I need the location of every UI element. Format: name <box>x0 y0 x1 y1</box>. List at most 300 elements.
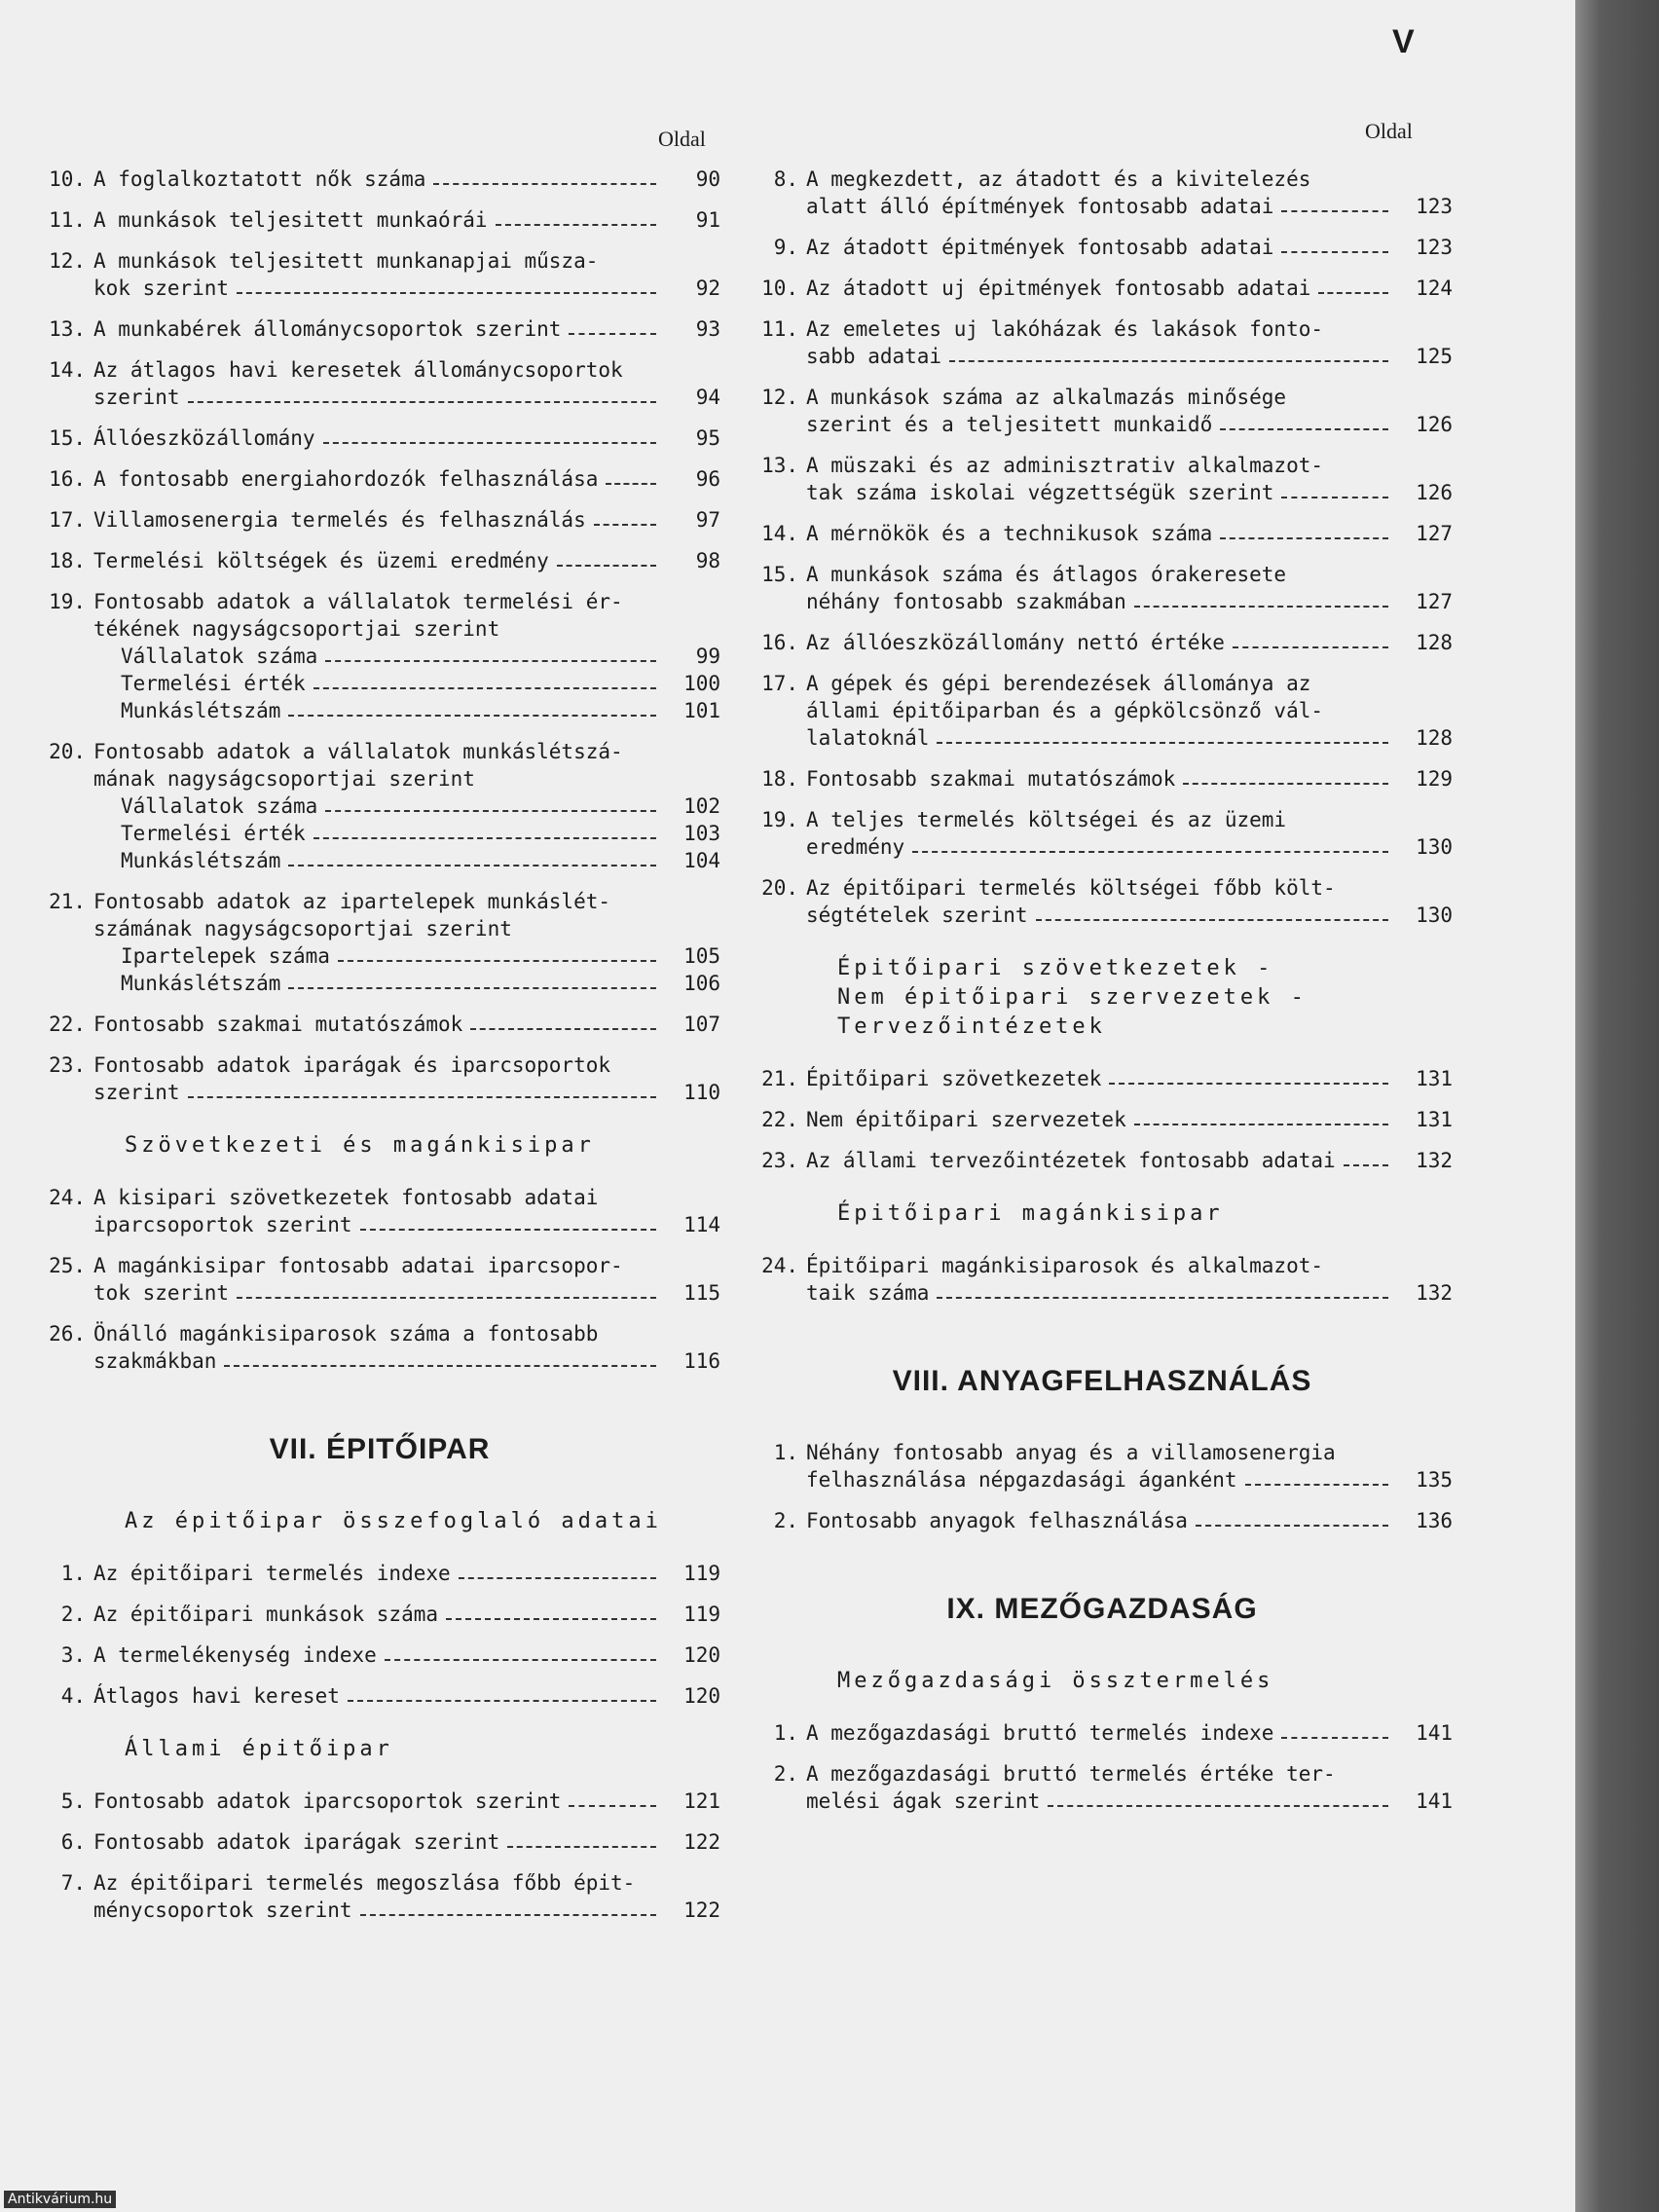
entry-title: számának nagyságcsoportjai szerint <box>93 917 512 940</box>
entry-line <box>806 561 1453 588</box>
toc-entry <box>752 384 1453 438</box>
entry-number: 12. <box>49 249 86 273</box>
entry-line <box>806 384 1453 411</box>
entry-title: Fontosabb adatok iparcsoportok szerint <box>93 1789 562 1813</box>
toc-entry <box>752 520 1453 547</box>
entry-line <box>806 1065 1453 1092</box>
toc-entry <box>39 1641 720 1669</box>
entry-line <box>806 1439 1453 1466</box>
dot-leader <box>569 333 656 335</box>
entry-line <box>93 738 720 765</box>
entry-number: 1. <box>773 1441 798 1464</box>
entry-body <box>93 1011 720 1038</box>
entry-number: 9. <box>773 236 798 259</box>
entry-body <box>93 166 720 193</box>
entry-line <box>93 1079 720 1106</box>
entry-number: 26. <box>49 1322 86 1346</box>
toc-entry <box>39 1869 720 1924</box>
entry-number: 16. <box>49 467 86 491</box>
toc-entry <box>39 1560 720 1587</box>
entry-number: 21. <box>761 1067 798 1090</box>
entry-title: tékének nagyságcsoportjai szerint <box>93 617 500 641</box>
chapter-heading: VII. ÉPITŐIPAR <box>269 1433 491 1465</box>
entry-body <box>93 1560 720 1587</box>
entry-number: 14. <box>49 358 86 382</box>
entry-title: A foglalkoztatott nők száma <box>93 167 426 191</box>
entry-line <box>93 424 720 452</box>
entry-line <box>93 615 720 643</box>
entry-body <box>93 315 720 343</box>
page-ref: 123 <box>1416 195 1453 218</box>
page-ref: 127 <box>1416 522 1453 545</box>
entry-body <box>806 670 1453 752</box>
dot-leader <box>313 837 656 839</box>
page-ref: 105 <box>683 944 720 968</box>
entry-title: mának nagyságcsoportjai szerint <box>93 767 475 791</box>
toc-entry <box>39 1682 720 1710</box>
entry-number: 15. <box>49 426 86 450</box>
entry-title: szerint <box>93 386 180 409</box>
entry-number: 8. <box>773 167 798 191</box>
entry-line <box>806 806 1453 833</box>
entry-line <box>806 315 1453 343</box>
entry-title: Az átadott épitmények fontosabb adatai <box>806 236 1274 259</box>
entry-title: taik száma <box>806 1281 930 1305</box>
entry-title: szakmákban <box>93 1349 217 1373</box>
dot-leader <box>1134 606 1388 608</box>
entry-number: 18. <box>49 549 86 572</box>
dot-leader <box>496 224 656 226</box>
entry-number: 22. <box>49 1013 86 1036</box>
dot-leader <box>188 1096 656 1098</box>
page-ref: 97 <box>695 508 720 532</box>
entry-number: 2. <box>60 1603 86 1626</box>
entry-body <box>806 1439 1453 1493</box>
page-ref: 120 <box>683 1643 720 1667</box>
entry-number: 10. <box>49 167 86 191</box>
entry-number: 1. <box>773 1721 798 1745</box>
toc-entry <box>39 356 720 411</box>
entry-line <box>806 697 1453 724</box>
toc-entry <box>39 547 720 574</box>
page-ref: 126 <box>1416 481 1453 504</box>
entry-line <box>806 902 1453 929</box>
entry-number: 3. <box>60 1643 86 1667</box>
entry-title: Az épitőipari munkások száma <box>93 1603 439 1626</box>
entry-line <box>806 629 1453 656</box>
entry-body <box>806 520 1453 547</box>
page-ref: 119 <box>683 1562 720 1585</box>
entry-number: 17. <box>761 672 798 695</box>
dot-leader <box>360 1914 656 1916</box>
toc-entry <box>39 315 720 343</box>
sub-entry-title: Munkáslétszám <box>121 972 281 995</box>
entry-title: iparcsoportok szerint <box>93 1213 352 1236</box>
page-ref: 92 <box>695 276 720 300</box>
entry-line <box>806 1466 1453 1493</box>
right-toc-column <box>752 166 1453 1828</box>
entry-number: 16. <box>761 631 798 654</box>
dot-leader <box>459 1577 656 1579</box>
entry-number: 20. <box>761 876 798 900</box>
entry-title: A teljes termelés költségei és az üzemi <box>806 808 1287 831</box>
entry-line <box>806 1279 1453 1307</box>
page-ref: 93 <box>695 317 720 341</box>
entry-title: Állóeszközállomány <box>93 426 315 450</box>
toc-entry <box>39 1788 720 1815</box>
page-ref: 128 <box>1416 726 1453 750</box>
right-column-header: Oldal <box>1365 119 1413 143</box>
entry-body <box>93 424 720 452</box>
entry-line <box>806 1147 1453 1174</box>
entry-line <box>93 465 720 493</box>
entry-line <box>93 1320 720 1347</box>
entry-line <box>806 275 1453 302</box>
dot-leader <box>385 1659 656 1661</box>
entry-body <box>806 1507 1453 1534</box>
entry-number: 19. <box>49 590 86 613</box>
toc-entry <box>39 506 720 534</box>
entry-line <box>806 1788 1453 1815</box>
toc-entry <box>752 452 1453 506</box>
entry-line <box>806 833 1453 861</box>
page-number: V <box>1392 23 1415 60</box>
toc-entry <box>752 806 1453 861</box>
sub-entry-title: Vállalatok száma <box>121 645 318 668</box>
entry-title: A munkások teljesitett munkanapjai műsza- <box>93 249 599 273</box>
entry-title: Villamosenergia termelés és felhasználás <box>93 508 586 532</box>
entry-line <box>806 724 1453 752</box>
entry-body <box>806 806 1453 861</box>
toc-entry <box>752 234 1453 261</box>
entry-body <box>806 275 1453 302</box>
entry-body <box>806 1147 1453 1174</box>
section-subheading: Mezőgazdasági össztermelés <box>837 1669 1274 1693</box>
entry-body <box>93 738 720 874</box>
page-ref: 119 <box>683 1603 720 1626</box>
dot-leader <box>912 851 1388 853</box>
dot-leader <box>224 1365 656 1367</box>
entry-line <box>806 1106 1453 1133</box>
entry-number: 23. <box>49 1053 86 1077</box>
toc-entry <box>39 206 720 234</box>
entry-body <box>806 1065 1453 1092</box>
sub-entry <box>93 793 720 820</box>
page-ref: 141 <box>1416 1721 1453 1745</box>
entry-body <box>806 1760 1453 1815</box>
entry-body <box>93 1788 720 1815</box>
entry-body <box>93 1252 720 1307</box>
entry-line <box>93 1279 720 1307</box>
entry-title: A magánkisipar fontosabb adatai iparcsopor- <box>93 1254 623 1277</box>
toc-entry <box>752 275 1453 302</box>
dot-leader <box>237 1297 656 1299</box>
entry-body <box>806 1719 1453 1747</box>
entry-line <box>93 547 720 574</box>
entry-line <box>806 193 1453 220</box>
page-ref: 123 <box>1416 236 1453 259</box>
entry-line <box>93 1641 720 1669</box>
dot-leader <box>446 1618 656 1620</box>
dot-leader <box>288 715 656 717</box>
entry-body <box>806 384 1453 438</box>
chapter-heading: IX. MEZŐGAZDASÁG <box>946 1593 1258 1625</box>
toc-entry <box>752 1065 1453 1092</box>
entry-number: 2. <box>773 1509 798 1532</box>
entry-title: Épitőipari szövetkezetek <box>806 1067 1102 1090</box>
toc-entry <box>39 1320 720 1375</box>
entry-number: 5. <box>60 1789 86 1813</box>
entry-line <box>806 1252 1453 1279</box>
toc-entry <box>752 1252 1453 1307</box>
entry-body <box>806 452 1453 506</box>
page-ref: 136 <box>1416 1509 1453 1532</box>
sub-entry <box>93 820 720 847</box>
entry-body <box>806 561 1453 615</box>
toc-entry <box>39 1828 720 1856</box>
entry-body <box>93 588 720 724</box>
entry-number: 15. <box>761 563 798 586</box>
toc-entry <box>752 1719 1453 1747</box>
entry-title: Az emeletes uj lakóházak és lakások fonto- <box>806 317 1324 341</box>
entry-number: 23. <box>761 1149 798 1172</box>
page-ref: 102 <box>683 794 720 818</box>
entry-title: Átlagos havi kereset <box>93 1684 340 1708</box>
entry-title: néhány fontosabb szakmában <box>806 590 1126 613</box>
entry-number: 24. <box>49 1186 86 1209</box>
entry-line <box>93 1828 720 1856</box>
page-ref: 99 <box>695 645 720 668</box>
dot-leader <box>1036 919 1388 921</box>
dot-leader <box>1196 1525 1388 1527</box>
dot-leader <box>1281 497 1388 498</box>
entry-number: 11. <box>49 208 86 232</box>
dot-leader <box>937 742 1388 744</box>
entry-title: Az átlagos havi keresetek állománycsoportok <box>93 358 623 382</box>
entry-line <box>93 1869 720 1897</box>
entry-line <box>806 1719 1453 1747</box>
entry-number: 17. <box>49 508 86 532</box>
section-subheading: Szövetkezeti és magánkisipar <box>125 1133 595 1158</box>
entry-title: A munkások száma az alkalmazás minősége <box>806 386 1287 409</box>
entry-title: eredmény <box>806 835 905 859</box>
sub-entry-title: Ipartelepek száma <box>121 944 330 968</box>
entry-body <box>93 1320 720 1375</box>
dot-leader <box>338 960 656 962</box>
page-ref: 94 <box>695 386 720 409</box>
toc-entry <box>39 588 720 724</box>
entry-title: szerint <box>93 1081 180 1104</box>
entry-line <box>806 234 1453 261</box>
dot-leader <box>507 1846 656 1848</box>
entry-title: A fontosabb energiahordozók felhasználása <box>93 467 599 491</box>
entry-title: Épitőipari magánkisiparosok és alkalmazot- <box>806 1254 1324 1277</box>
entry-title: A mezőgazdasági bruttó termelés értéke ter- <box>806 1762 1336 1786</box>
entry-body <box>93 1051 720 1106</box>
entry-title: ségtételek szerint <box>806 903 1028 927</box>
entry-line <box>93 315 720 343</box>
page-ref: 141 <box>1416 1789 1453 1813</box>
entry-body <box>806 874 1453 929</box>
entry-title: kok szerint <box>93 276 230 300</box>
entry-title: A megkezdett, az átadott és a kivitelezés <box>806 167 1311 191</box>
entry-number: 18. <box>761 767 798 791</box>
entry-body <box>806 629 1453 656</box>
entry-title: Fontosabb anyagok felhasználása <box>806 1509 1188 1532</box>
dot-leader <box>313 687 656 689</box>
page-ref: 127 <box>1416 590 1453 613</box>
sub-entry-title: Termelési érték <box>121 672 306 695</box>
dot-leader <box>288 987 656 989</box>
sub-entry-title: Vállalatok száma <box>121 794 318 818</box>
entry-title: Néhány fontosabb anyag és a villamosenergia <box>806 1441 1336 1464</box>
page-ref: 122 <box>683 1830 720 1854</box>
entry-body <box>806 315 1453 370</box>
toc-entry <box>39 1051 720 1106</box>
entry-number: 24. <box>761 1254 798 1277</box>
entry-line <box>806 411 1453 438</box>
watermark: Antikvárium.hu <box>4 2191 116 2208</box>
toc-entry <box>39 465 720 493</box>
entry-title: Termelési költségek és üzemi eredmény <box>93 549 549 572</box>
page-ref: 114 <box>683 1213 720 1236</box>
entry-title: szerint és a teljesitett munkaidő <box>806 413 1213 436</box>
page-ref: 132 <box>1416 1149 1453 1172</box>
entry-line <box>93 1252 720 1279</box>
entry-body <box>93 1601 720 1628</box>
dot-leader <box>1109 1083 1388 1085</box>
entry-number: 22. <box>761 1108 798 1131</box>
sub-entry <box>93 670 720 697</box>
entry-title: Fontosabb adatok a vállalatok munkáslétszá- <box>93 740 623 763</box>
toc-entry <box>752 1760 1453 1815</box>
page-ref: 132 <box>1416 1281 1453 1305</box>
sub-entry-title: Munkáslétszám <box>121 849 281 872</box>
entry-line <box>93 1788 720 1815</box>
entry-line <box>93 1682 720 1710</box>
toc-entry <box>752 670 1453 752</box>
entry-body <box>93 465 720 493</box>
entry-number: 13. <box>761 454 798 477</box>
dot-leader <box>323 442 656 444</box>
dot-leader <box>1245 1484 1388 1486</box>
entry-line <box>93 247 720 275</box>
dot-leader <box>1281 210 1388 212</box>
dot-leader <box>237 292 656 294</box>
entry-title: felhasználása népgazdasági áganként <box>806 1468 1237 1492</box>
entry-body <box>806 765 1453 793</box>
entry-title: melési ágak szerint <box>806 1789 1041 1813</box>
page-ref: 110 <box>683 1081 720 1104</box>
entry-title: ménycsoportok szerint <box>93 1899 352 1922</box>
entry-number: 6. <box>60 1830 86 1854</box>
entry-body <box>93 247 720 302</box>
toc-entry <box>752 315 1453 370</box>
dot-leader <box>606 483 656 485</box>
entry-line <box>93 1560 720 1587</box>
dot-leader <box>348 1700 656 1702</box>
sub-entry-title: Termelési érték <box>121 822 306 845</box>
entry-number: 13. <box>49 317 86 341</box>
entry-number: 7. <box>60 1871 86 1895</box>
entry-line <box>93 206 720 234</box>
dot-leader <box>569 1805 656 1807</box>
dot-leader <box>1281 1737 1388 1739</box>
section-subheading: Épitőipari szövetkezetek - Nem épitőipari szervezetek - Tervezőintézetek <box>837 956 1308 1039</box>
page-ref: 130 <box>1416 903 1453 927</box>
entry-line <box>93 915 720 942</box>
entry-line <box>93 166 720 193</box>
page-ref: 115 <box>683 1281 720 1305</box>
page-ref: 120 <box>683 1684 720 1708</box>
toc-entry <box>39 166 720 193</box>
entry-title: Az állami tervezőintézetek fontosabb adatai <box>806 1149 1336 1172</box>
entry-title: állami épitőiparban és a gépkölcsönző vál- <box>806 699 1324 722</box>
entry-line <box>806 479 1453 506</box>
entry-body <box>806 1252 1453 1307</box>
entry-number: 14. <box>761 522 798 545</box>
entry-number: 21. <box>49 890 86 913</box>
toc-entry <box>752 166 1453 220</box>
page-ref: 90 <box>695 167 720 191</box>
entry-title: Fontosabb szakmai mutatószámok <box>806 767 1176 791</box>
dot-leader <box>360 1229 656 1231</box>
toc-entry <box>752 765 1453 793</box>
entry-title: lalatoknál <box>806 726 930 750</box>
dot-leader <box>325 660 656 662</box>
entry-line <box>93 1011 720 1038</box>
entry-number: 11. <box>761 317 798 341</box>
entry-body <box>93 1641 720 1669</box>
entry-line <box>93 1051 720 1079</box>
entry-title: A mérnökök és a technikusok száma <box>806 522 1213 545</box>
page-ref: 131 <box>1416 1108 1453 1131</box>
entry-line <box>93 1211 720 1238</box>
entry-title: Az épitőipari termelés megoszlása főbb épit- <box>93 1871 636 1895</box>
toc-entry <box>39 1601 720 1628</box>
page-ref: 104 <box>683 849 720 872</box>
toc-entry <box>752 1106 1453 1133</box>
entry-line <box>93 1601 720 1628</box>
toc-entry <box>39 738 720 874</box>
entry-title: A mezőgazdasági bruttó termelés indexe <box>806 1721 1274 1745</box>
dot-leader <box>433 183 656 185</box>
entry-title: Az átadott uj épitmények fontosabb adatai <box>806 276 1311 300</box>
sub-entry <box>93 697 720 724</box>
entry-body <box>93 206 720 234</box>
entry-title: Fontosabb szakmai mutatószámok <box>93 1013 463 1036</box>
toc-entry <box>39 1184 720 1238</box>
entry-title: A munkások száma és átlagos órakeresete <box>806 563 1287 586</box>
page-ref: 116 <box>683 1349 720 1373</box>
page-ref: 131 <box>1416 1067 1453 1090</box>
section-subheading: Épitőipari magánkisipar <box>837 1201 1224 1226</box>
page-ref: 129 <box>1416 767 1453 791</box>
entry-line <box>93 1184 720 1211</box>
entry-line <box>806 343 1453 370</box>
entry-title: Az épitőipari termelés indexe <box>93 1562 451 1585</box>
entry-title: Fontosabb adatok az ipartelepek munkáslét- <box>93 890 611 913</box>
page-ref: 128 <box>1416 631 1453 654</box>
toc-entry <box>752 629 1453 656</box>
toc-entry <box>39 247 720 302</box>
sub-entry <box>93 970 720 997</box>
entry-number: 4. <box>60 1684 86 1708</box>
entry-line <box>93 384 720 411</box>
dot-leader <box>325 810 656 812</box>
entry-title: A munkabérek állománycsoportok szerint <box>93 317 562 341</box>
entry-number: 25. <box>49 1254 86 1277</box>
